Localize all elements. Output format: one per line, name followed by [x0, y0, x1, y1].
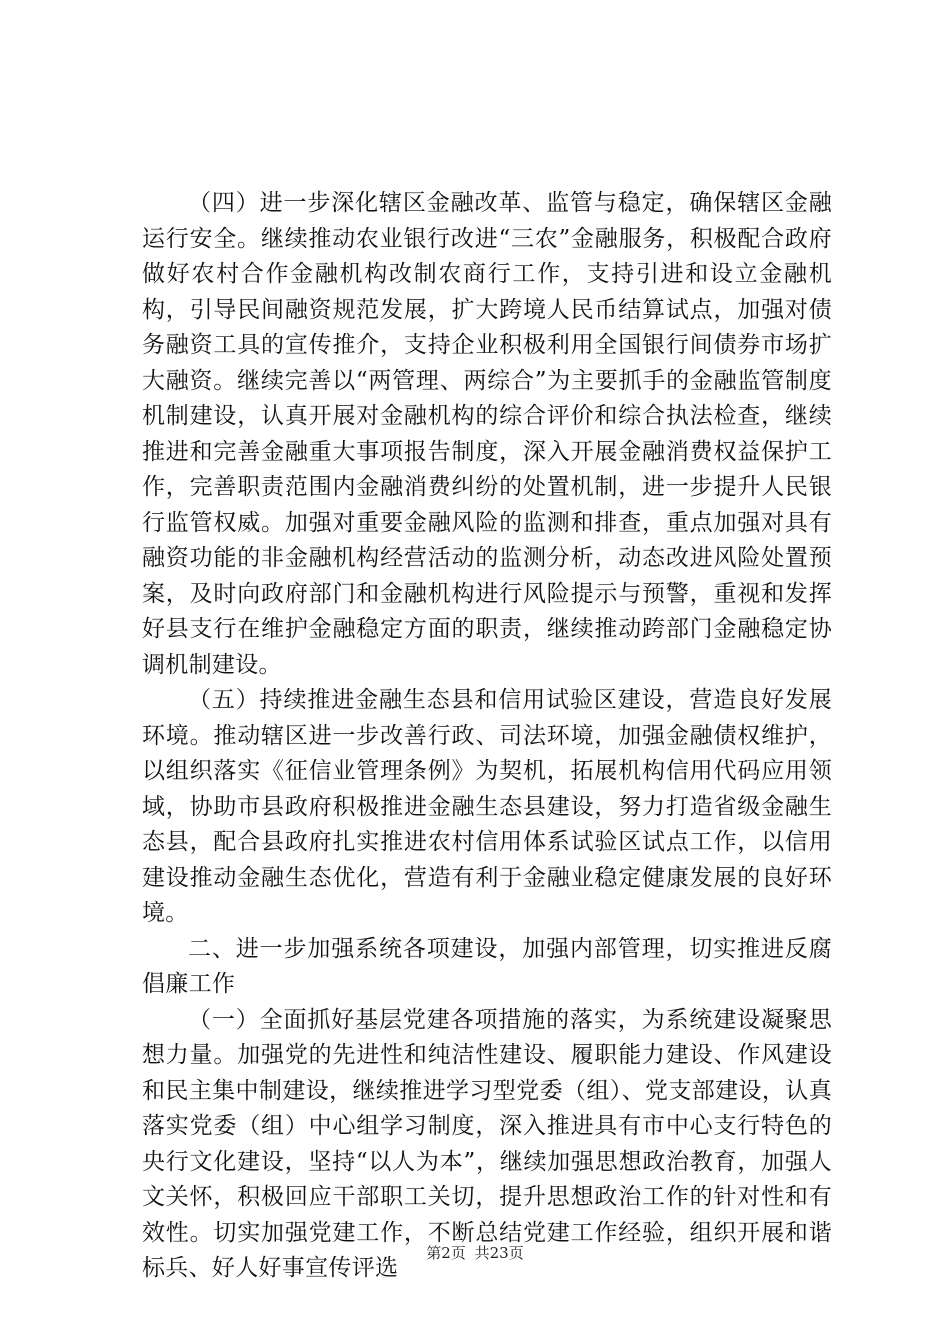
page-total: 共23页: [474, 1244, 524, 1262]
paragraph-section-2-1: （一）全面抓好基层党建各项措施的落实，为系统建设凝聚思想力量。加强党的先进性和纯洁性建设、履职能力建设、作风建设和民主集中制建设，继续推进学习型党委（组）、党支部建设，认真落实党委（组）中心组学习制度，深入推进具有市中心支行特色的央行文化建设，坚持“以人为本”，继续加强思想政治教育，加强人文关怀，积极回应干部职工关切，提升思想政治工作的针对性和有效性。切实加强党建工作，不断总结党建工作经验，组织开展和谐标兵、好人好事宣传评选: [142, 1006, 832, 1281]
document-body: [142, 186, 832, 1287]
section-heading-2: 二、进一步加强系统各项建设，加强内部管理，切实推进反腐倡廉工作: [142, 935, 832, 997]
paragraph-section-4: （四）进一步深化辖区金融改革、监管与稳定，确保辖区金融运行安全。继续推动农业银行改进“三农”金融服务，积极配合政府做好农村合作金融机构改制农商行工作，支持引进和设立金融机构，引导民间融资规范发展，扩大跨境人民币结算试点，加强对债务融资工具的宣传推介，支持企业积极利用全国银行间债券市场扩大融资。继续完善以“两管理、两综合”为主要抓手的金融监管制度机制建设，认真开展对金融机构的综合评价和综合执法检查，继续推进和完善金融重大事项报告制度，深入开展金融消费权益保护工作，完善职责范围内金融消费纠纷的处置机制，进一步提升人民银行监管权威。加强对重要金融风险的监测和排查，重点加强对具有融资功能的非金融机构经营活动的监测分析，动态改进风险处置预案，及时向政府部门和金融机构进行风险提示与预警，重视和发挥好县支行在维护金融稳定方面的职责，继续推动跨部门金融稳定协调机制建设。: [142, 190, 832, 678]
page-number: 第2页: [426, 1244, 466, 1262]
paragraph-section-5: （五）持续推进金融生态县和信用试验区建设，营造良好发展环境。推动辖区进一步改善行政、司法环境，加强金融债权维护，以组织落实《征信业管理条例》为契机，拓展机构信用代码应用领域，协助市县政府积极推进金融生态县建设，努力打造省级金融生态县，配合县政府扎实推进农村信用体系试验区试点工作，以信用建设推动金融生态优化，营造有利于金融业稳定健康发展的良好环境。: [142, 687, 832, 926]
page-footer: [0, 1243, 950, 1263]
